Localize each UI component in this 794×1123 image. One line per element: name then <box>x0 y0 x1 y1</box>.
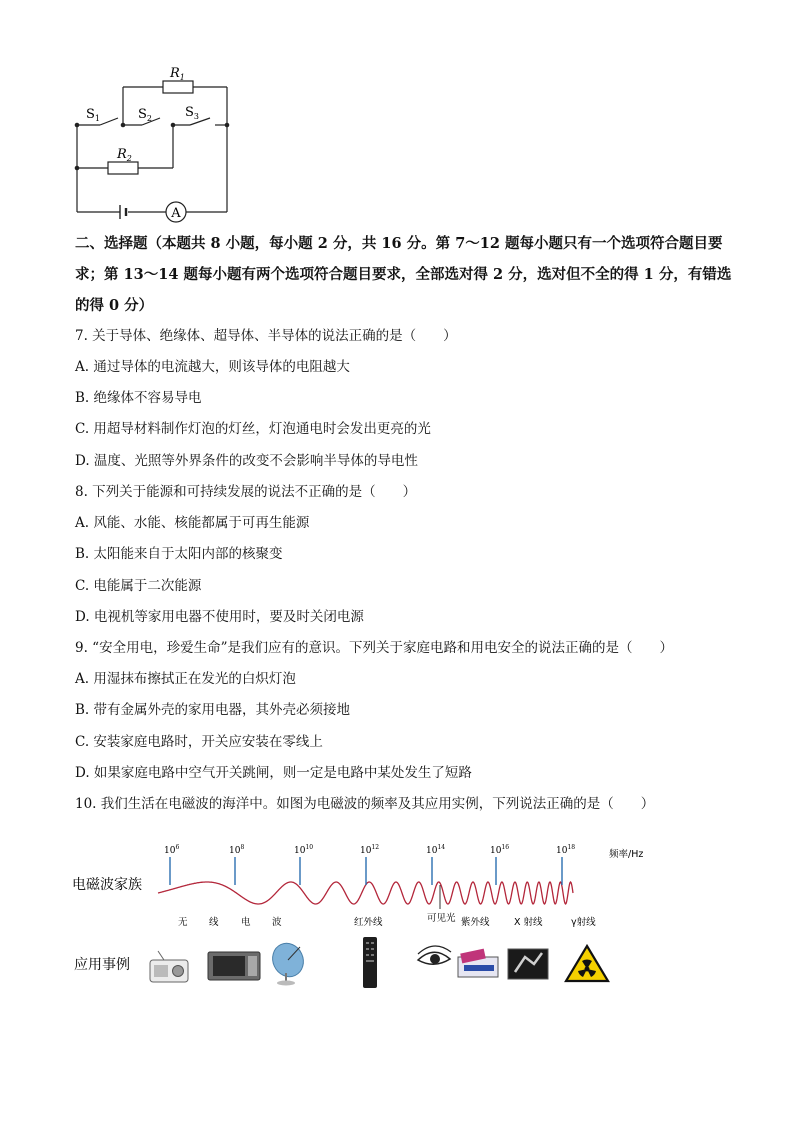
q7-option-d: D. 温度、光照等外界条件的改变不会影响半导体的导电性 <box>75 453 418 469</box>
ammeter-label: A <box>171 206 181 221</box>
uv-detector-icon <box>458 949 498 977</box>
satellite-dish-icon <box>267 938 309 985</box>
q8-option-b: B. 太阳能来自于太阳内部的核聚变 <box>75 546 283 562</box>
q7-option-b: B. 绝缘体不容易导电 <box>75 390 202 406</box>
question-8-stem: 8. 下列关于能源和可持续发展的说法不正确的是（ ） <box>75 484 417 500</box>
resistor-r2 <box>108 162 138 174</box>
s2-label: $S_2$ <box>138 107 152 123</box>
band-infrared: 红外线 <box>354 917 383 928</box>
band-xray: X 射线 <box>514 917 543 928</box>
question-9-stem: 9. “安全用电，珍爱生命”是我们应有的意识。下列关于家庭电路和用电安全的说法正确的是（ ） <box>75 640 673 656</box>
band-visible: 可见光 <box>427 913 456 924</box>
freq-label-14: $10^{14}$ <box>426 844 446 856</box>
em-wave <box>158 882 573 904</box>
r2-label: $R_2$ <box>117 147 132 163</box>
eye-icon <box>418 946 451 964</box>
applications-label: 应用事例 <box>74 957 130 973</box>
xray-image-icon <box>508 949 548 979</box>
band-radio-4: 波 <box>272 917 282 928</box>
frequency-unit: 频率/Hz <box>609 849 644 860</box>
freq-label-10: $10^{10}$ <box>294 844 314 856</box>
r1-label: $R_1$ <box>170 66 185 82</box>
freq-label-16: $10^{16}$ <box>490 844 510 856</box>
q9-option-c: C. 安装家庭电路时，开关应安装在零线上 <box>75 734 323 750</box>
band-radio-1: 无 <box>178 917 188 928</box>
em-spectrum-figure <box>68 835 648 1000</box>
switch-s1 <box>100 118 118 125</box>
q9-option-a: A. 用湿抹布擦拭正在发光的白炽灯泡 <box>75 671 296 687</box>
s3-label: $S_3$ <box>185 105 199 121</box>
spectrum-row-label: 电磁波家族 <box>72 877 142 893</box>
band-radio-2: 线 <box>209 917 219 928</box>
q8-option-d: D. 电视机等家用电器不使用时，要及时关闭电源 <box>75 609 364 625</box>
freq-label-12: $10^{12}$ <box>360 844 380 856</box>
radio-icon <box>150 951 188 982</box>
microwave-icon <box>208 952 260 980</box>
frequency-ticks <box>164 844 575 909</box>
freq-label-18: $10^{18}$ <box>556 844 576 856</box>
radiation-warning-icon <box>566 946 608 981</box>
remote-control-icon <box>363 937 377 988</box>
q7-option-c: C. 用超导材料制作灯泡的灯丝，灯泡通电时会发出更亮的光 <box>75 421 431 437</box>
question-10-stem: 10. 我们生活在电磁波的海洋中。如图为电磁波的频率及其应用实例，下列说法正确的是（ ） <box>75 796 655 812</box>
q8-option-a: A. 风能、水能、核能都属于可再生能源 <box>75 515 310 531</box>
q9-option-b: B. 带有金属外壳的家用电器，其外壳必须接地 <box>75 702 351 718</box>
band-ultraviolet: 紫外线 <box>461 917 490 928</box>
circuit-diagram <box>60 55 260 225</box>
q9-option-d: D. 如果家庭电路中空气开关跳闸，则一定是电路中某处发生了短路 <box>75 765 472 781</box>
freq-label-6: $10^6$ <box>164 844 180 856</box>
band-radio-3: 电 <box>241 917 251 928</box>
question-7-stem: 7. 关于导体、绝缘体、超导体、半导体的说法正确的是（ ） <box>75 328 457 344</box>
s1-label: $S_1$ <box>86 107 100 123</box>
section-title: 二、选择题（本题共 8 小题，每小题 2 分，共 16 分。第 7～12 题每小题只有一个选项符合题目要求；第 13～14 题每小题有两个选项符合题目要求，全部选对得 2 分，选对但不全的得 1 分，有错选的得 0 分） <box>75 235 732 314</box>
freq-label-8: $10^8$ <box>229 844 245 856</box>
band-gamma: γ射线 <box>571 917 596 928</box>
q7-option-a: A. 通过导体的电流越大，则该导体的电阻越大 <box>75 359 350 375</box>
resistor-r1 <box>163 81 193 93</box>
q8-option-c: C. 电能属于二次能源 <box>75 578 202 594</box>
